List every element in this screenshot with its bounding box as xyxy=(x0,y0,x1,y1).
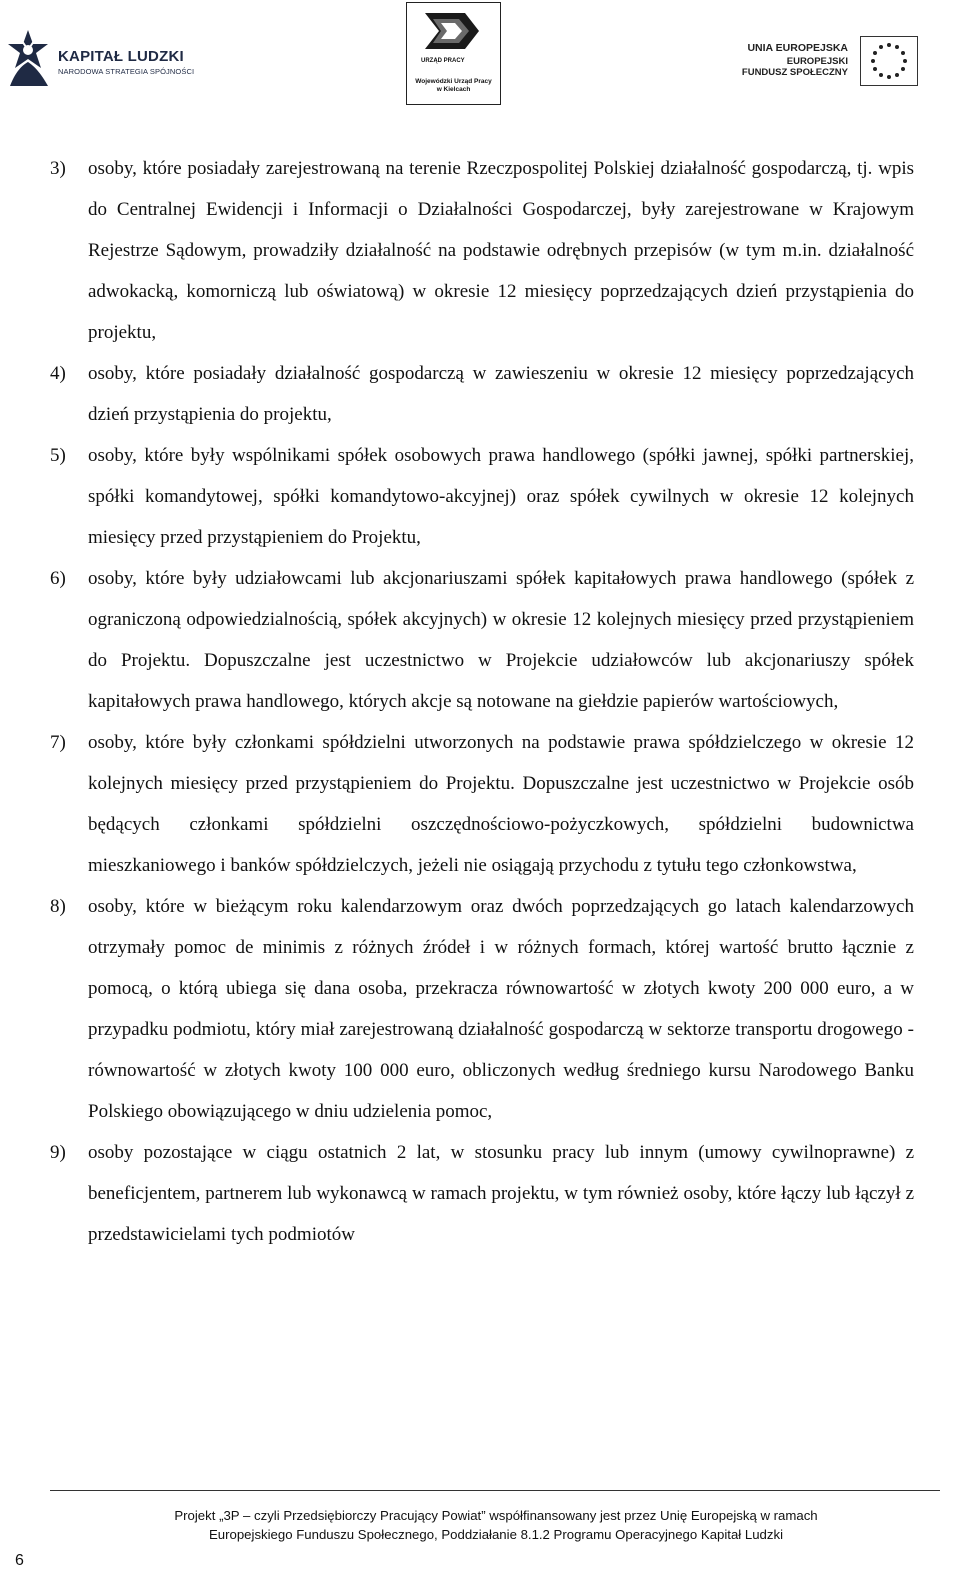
list-item-text: osoby, które posiadały działalność gospodarczą w zawieszeniu w okresie 12 miesięcy poprzedzających dzień przystąpienia do projektu, xyxy=(88,363,914,425)
footer-line1: Projekt „3P – czyli Przedsiębiorczy Pracujący Powiat” współfinansowany jest przez Unię Europejską w ramach xyxy=(174,1508,818,1523)
list-item-text: osoby, które były udziałowcami lub akcjonariuszami spółek kapitałowych prawa handlowego (spółek z ograniczoną odpowiedzialnością, spółek akcyjnych) w okresie 12 kolejnych miesięcy przed przystąpieniem do Projektu. Dopuszczalne jest uczestnictwo w Projekcie udziałowców lub akcjonariuszy spółek kapitałowych prawa handlowego, których akcje są notowane na giełdzie papierów wartościowych, xyxy=(88,568,914,712)
footer-divider xyxy=(50,1490,940,1491)
urzad-pracy-top-label: URZĄD PRACY xyxy=(421,58,465,64)
list-item-text: osoby, które w bieżącym roku kalendarzowym oraz dwóch poprzedzających go latach kalendarzowych otrzymały pomoc de minimis z różnych źródeł i w różnych formach, której wartość brutto łącznie z pomocą, o którą ubiega się dana osoba, przekracza równowartość w złotych kwoty 200 000 euro, a w przypadku podmiotu, który miał zarejestrowaną działalność gospodarczą w sektorze transportu drogowego - równowartość w złotych kwoty 100 000 euro, obliczonych według średniego kursu Narodowego Banku Polskiego obowiązującego w dniu udzielenia pomoc, xyxy=(88,896,914,1122)
list-item-number: 8) xyxy=(50,896,66,917)
urzad-pracy-logo xyxy=(406,2,501,105)
urzad-pracy-name-line1: Wojewódzki Urząd Pracy xyxy=(415,78,492,85)
page-number: 6 xyxy=(15,1552,24,1569)
ue-lines xyxy=(742,56,848,78)
list-item-text: osoby, które były wspólnikami spółek osobowych prawa handlowego (spółki jawnej, spółki partnerskiej, spółki komandytowej, spółki komandytowo-akcyjnej) oraz spółek cywilnych w okresie 12 kolejnych miesięcy przed przystąpieniem do Projektu, xyxy=(88,445,914,548)
kapital-ludzki-title: KAPITAŁ LUDZKI xyxy=(58,48,184,65)
kapital-ludzki-subtitle: NARODOWA STRATEGIA SPÓJNOŚCI xyxy=(58,67,195,76)
list-item-7 xyxy=(50,722,914,886)
list-item-5 xyxy=(50,435,914,558)
list-item-text: osoby, które posiadały zarejestrowaną na terenie Rzeczpospolitej Polskiej działalność gospodarczą, tj. wpis do Centralnej Ewidencji i Informacji o Działalności Gospodarczej, były zarejestrowane w Krajowym Rejestrze Sądowym, prowadziły działalność na podstawie odrębnych przepisów (w tym m.in. działalność adwokacką, komorniczą lub oświatową) w okresie 12 miesięcy poprzedzających dzień przystąpienia do projektu, xyxy=(88,158,914,343)
list-item-number: 3) xyxy=(50,158,66,179)
kapital-ludzki-star-figure-icon xyxy=(6,28,52,88)
kapital-ludzki-logo xyxy=(6,28,206,88)
ue-line2: EUROPEJSKI xyxy=(786,56,848,67)
list-item-8 xyxy=(50,886,914,1132)
ue-line3: FUNDUSZ SPOŁECZNY xyxy=(741,67,848,78)
list-item-text: osoby pozostające w ciągu ostatnich 2 lat, w stosunku pracy lub innym (umowy cywilnoprawne) z beneficjentem, partnerem lub wykonawcą w ramach projektu, w tym również osoby, które łączy lub łączył z przedstawicielami tych podmiotów xyxy=(88,1142,914,1245)
ue-line1: UNIA EUROPEJSKA xyxy=(747,42,848,54)
list-item-number: 4) xyxy=(50,363,66,384)
list-item-number: 9) xyxy=(50,1142,66,1163)
list-item-text: osoby, które były członkami spółdzielni utworzonych na podstawie prawa spółdzielczego w okresie 12 kolejnych miesięcy przed przystąpieniem do Projektu. Dopuszczalne jest uczestnictwo w Projekcie osób będących członkami spółdzielni oszczędnościowo-pożyczkowych, spółdzielni budownictwa mieszkaniowego i banków spółdzielczych, jeżeli nie osiągają przychodu z tytułu tego członkowstwa, xyxy=(88,732,914,876)
list-item-6 xyxy=(50,558,914,722)
list-item-number: 7) xyxy=(50,732,66,753)
document-body xyxy=(50,148,914,1255)
list-item-4 xyxy=(50,353,914,435)
list-item-9 xyxy=(50,1132,914,1255)
urzad-pracy-name-line2: w Kielcach xyxy=(436,86,471,93)
unia-europejska-logo xyxy=(741,34,940,90)
footer-text xyxy=(56,1506,936,1544)
list-item-number: 5) xyxy=(50,445,66,466)
urzad-pracy-arrow-emblem-icon xyxy=(407,3,499,63)
list-item-number: 6) xyxy=(50,568,66,589)
eu-flag-stars-icon xyxy=(860,36,918,86)
urzad-pracy-name xyxy=(407,78,500,94)
list-item-3 xyxy=(50,148,914,353)
footer-line2: Europejskiego Funduszu Społecznego, Poddziałanie 8.1.2 Programu Operacyjnego Kapitał Ludzki xyxy=(208,1527,784,1542)
